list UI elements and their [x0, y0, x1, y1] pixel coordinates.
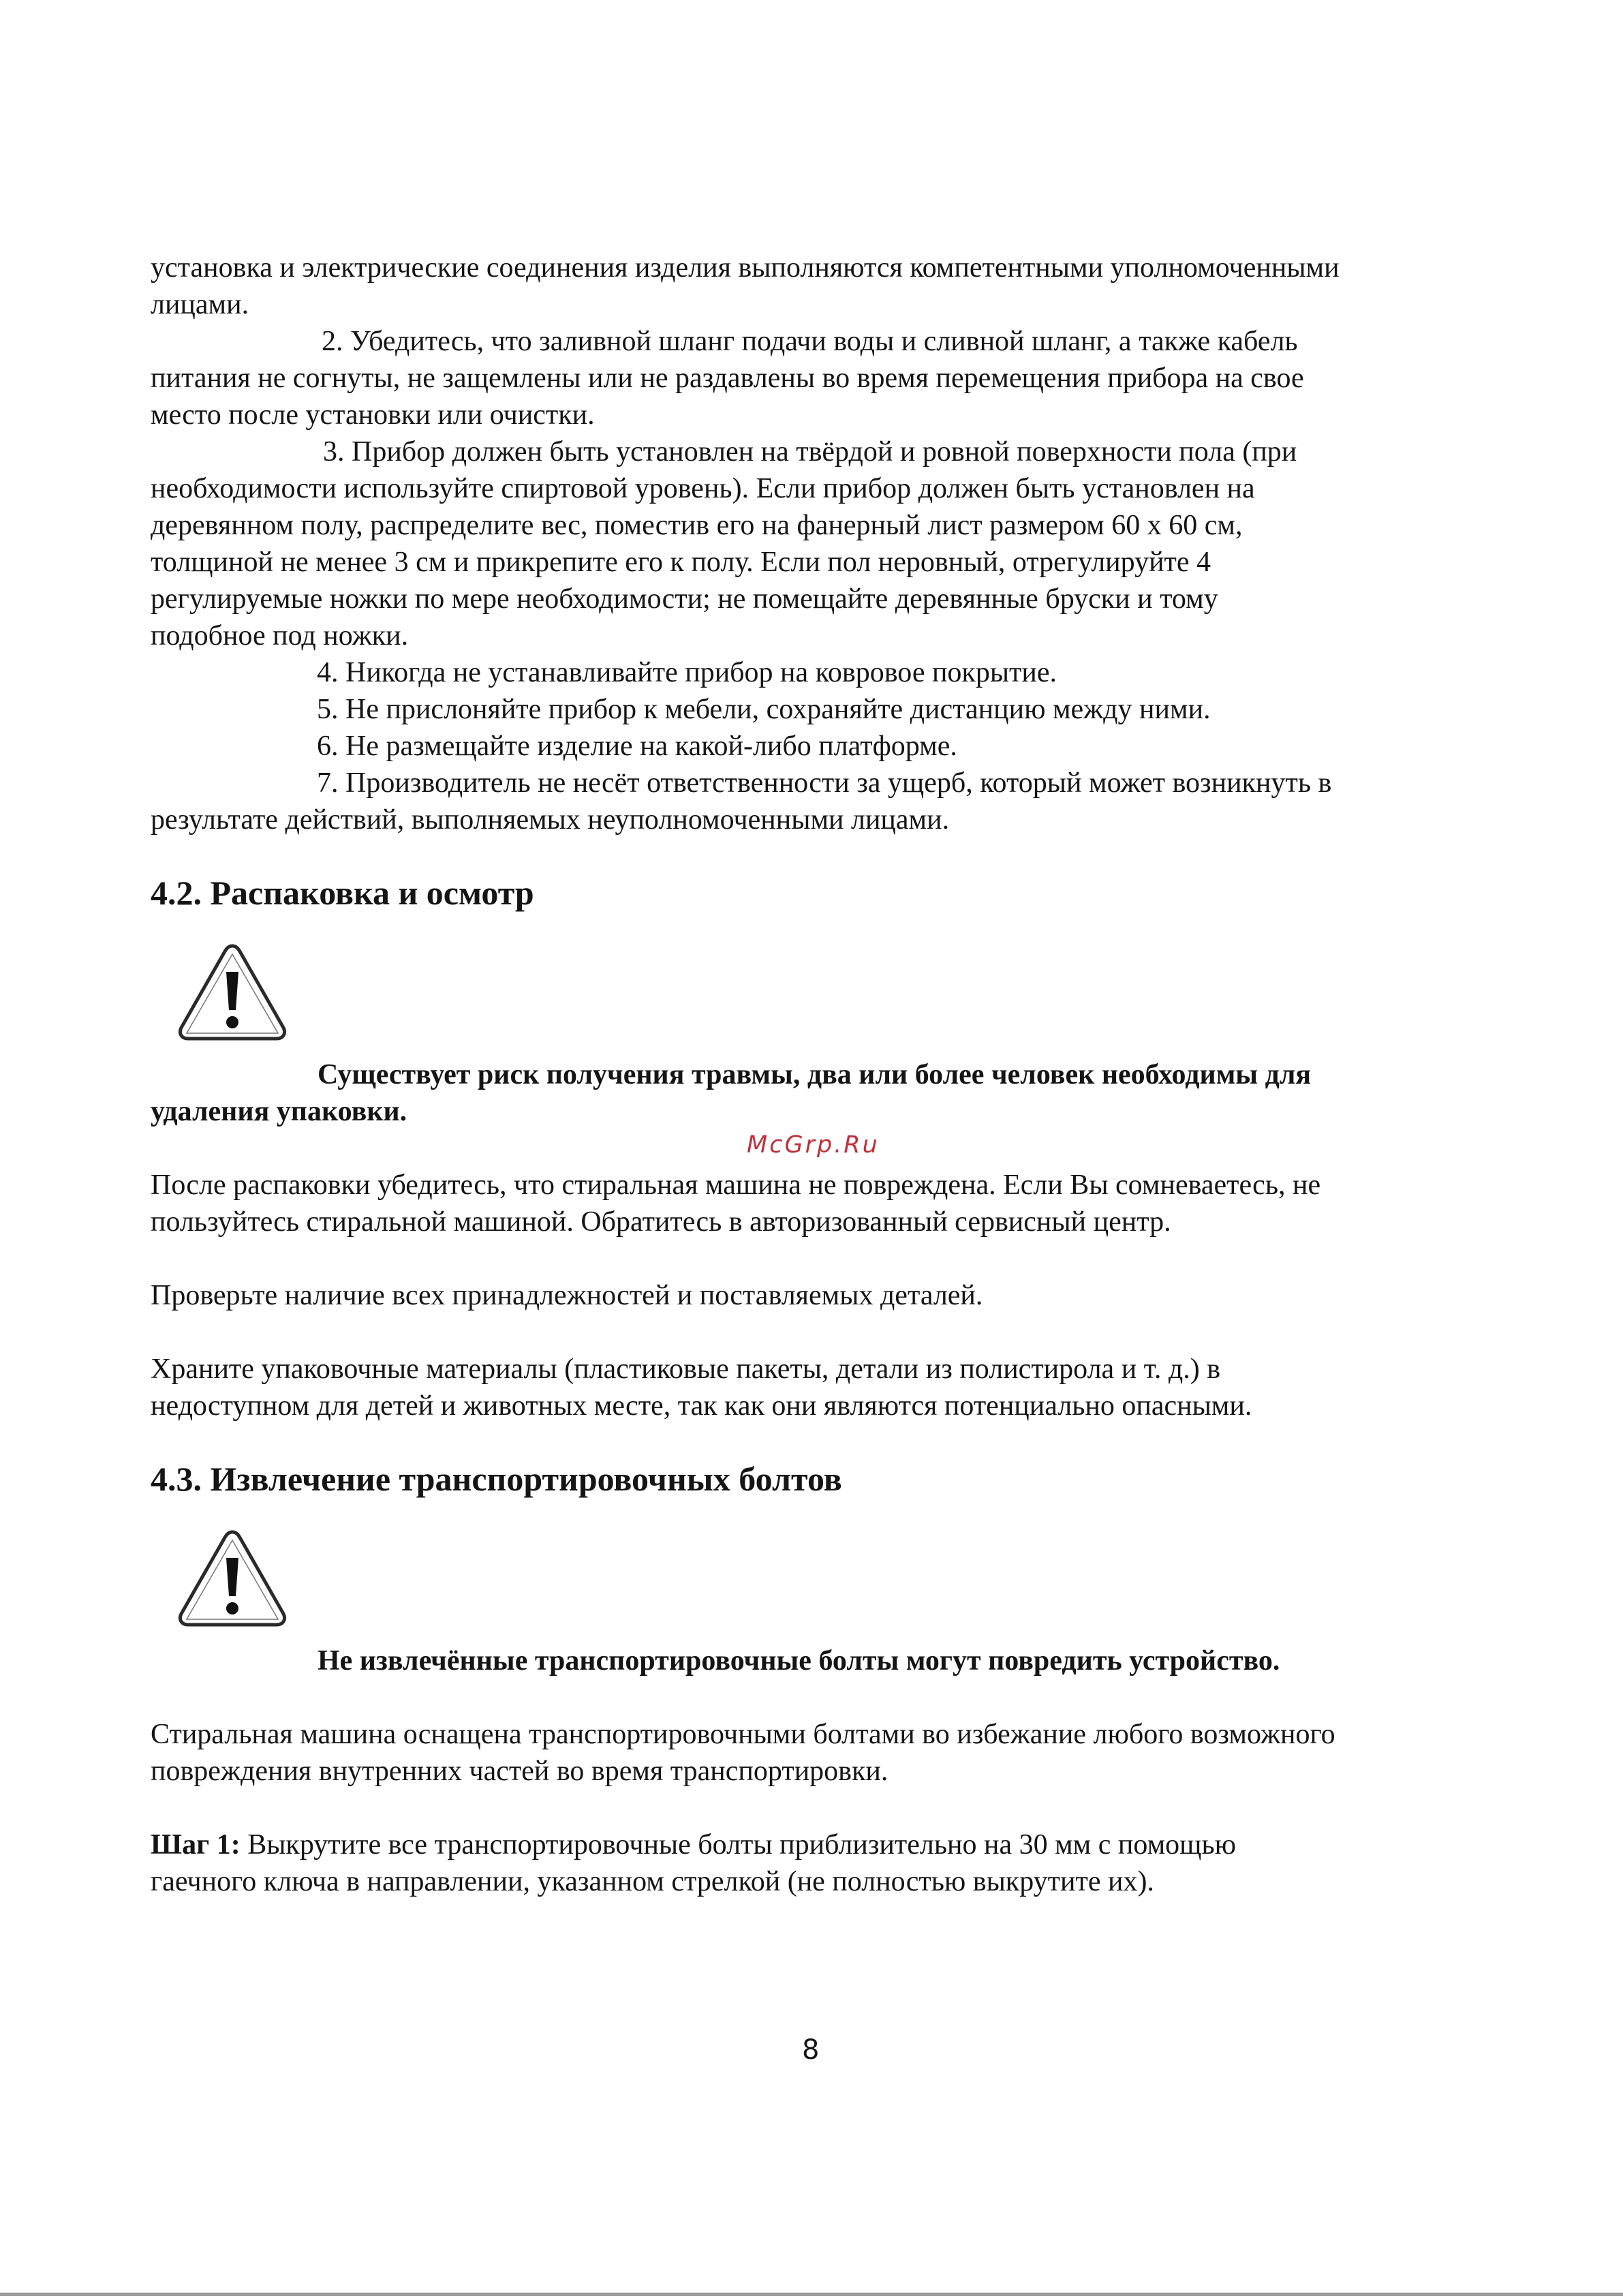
- item-2-line-1: 2. Убедитесь, что заливной шланг подачи воды и сливной шланг, а также кабель: [322, 326, 1298, 357]
- item-3-line-6: подобное под ножки.: [151, 620, 409, 652]
- section-4-2-paragraph-1-line-1: После распаковки убедитесь, что стиральная машина не повреждена. Если Вы сомневаетесь, не: [151, 1169, 1321, 1201]
- page-number: 8: [802, 2034, 820, 2066]
- section-4-3-warning: Не извлечённые транспортировочные болты могут повредить устройство.: [318, 1645, 1280, 1677]
- item-2-line-2: питания не согнуты, не защемлены или не раздавлены во время перемещения прибора на свое: [151, 363, 1304, 394]
- section-4-2-heading: 4.2. Распаковка и осмотр: [151, 874, 534, 912]
- section-4-2-paragraph-1-line-2: пользуйтесь стиральной машиной. Обратитесь в авторизованный сервисный центр.: [151, 1206, 1171, 1238]
- step-1-line-2: гаечного ключа в направлении, указанном стрелкой (не полностью выкрутите их).: [151, 1866, 1154, 1897]
- item-7-line-2: результате действий, выполняемых неуполномоченными лицами.: [151, 804, 950, 836]
- item-3-line-2: необходимости используйте спиртовой уровень). Если прибор должен быть установлен на: [151, 473, 1255, 504]
- step-1-label: Шаг 1:: [151, 1829, 241, 1861]
- item-3-line-5: регулируемые ножки по мере необходимости; не помещайте деревянные бруски и тому: [151, 583, 1218, 615]
- section-4-2-warning-line-2: удаления упаковки.: [151, 1096, 407, 1127]
- section-4-3-paragraph-1-line-2: повреждения внутренних частей во время транспортировки.: [151, 1756, 888, 1787]
- item-5: 5. Не прислоняйте прибор к мебели, сохраняйте дистанцию между ними.: [317, 694, 1211, 725]
- item-3-line-1: 3. Прибор должен быть установлен на твёрдой и ровной поверхности пола (при: [323, 436, 1297, 468]
- section-4-2-paragraph-3-line-2: недоступном для детей и животных месте, так как они являются потенциально опасными.: [151, 1390, 1252, 1422]
- section-4-3-paragraph-1-line-1: Стиральная машина оснащена транспортировочными болтами во избежание любого возможного: [151, 1719, 1335, 1750]
- intro-line-1: установка и электрические соединения изделия выполняются компетентными уполномоченными: [151, 252, 1340, 284]
- warning-triangle-icon: [176, 940, 289, 1043]
- section-4-2-warning-line-1: Существует риск получения травмы, два или более человек необходимы для: [318, 1059, 1312, 1090]
- item-2-line-3: место после установки или очистки.: [151, 399, 595, 431]
- item-7-line-1: 7. Производитель не несёт ответственности за ущерб, который может возникнуть в: [317, 767, 1332, 799]
- step-1-text: Выкрутите все транспортировочные болты приблизительно на 30 мм с помощью: [240, 1829, 1237, 1861]
- item-6: 6. Не размещайте изделие на какой-либо платформе.: [317, 731, 957, 762]
- section-4-2-paragraph-3-line-1: Храните упаковочные материалы (пластиковые пакеты, детали из полистирола и т. д.) в: [151, 1353, 1221, 1385]
- bottom-border: [0, 2293, 1623, 2296]
- warning-triangle-icon: [176, 1527, 289, 1629]
- step-1-line-1: [151, 1826, 1236, 1863]
- intro-line-2: лицами.: [151, 289, 249, 320]
- item-4: 4. Никогда не устанавливайте прибор на ковровое покрытие.: [317, 657, 1057, 688]
- item-3-line-3: деревянном полу, распределите вес, поместив его на фанерный лист размером 60 x 60 см,: [151, 510, 1243, 541]
- section-4-2-paragraph-2: Проверьте наличие всех принадлежностей и поставляемых деталей.: [151, 1280, 983, 1311]
- section-4-3-heading: 4.3. Извлечение транспортировочных болтов: [151, 1460, 842, 1498]
- watermark[interactable]: McGrp.Ru: [747, 1131, 880, 1159]
- item-3-line-4: толщиной не менее 3 см и прикрепите его к полу. Если пол неровный, отрегулируйте 4: [151, 547, 1211, 578]
